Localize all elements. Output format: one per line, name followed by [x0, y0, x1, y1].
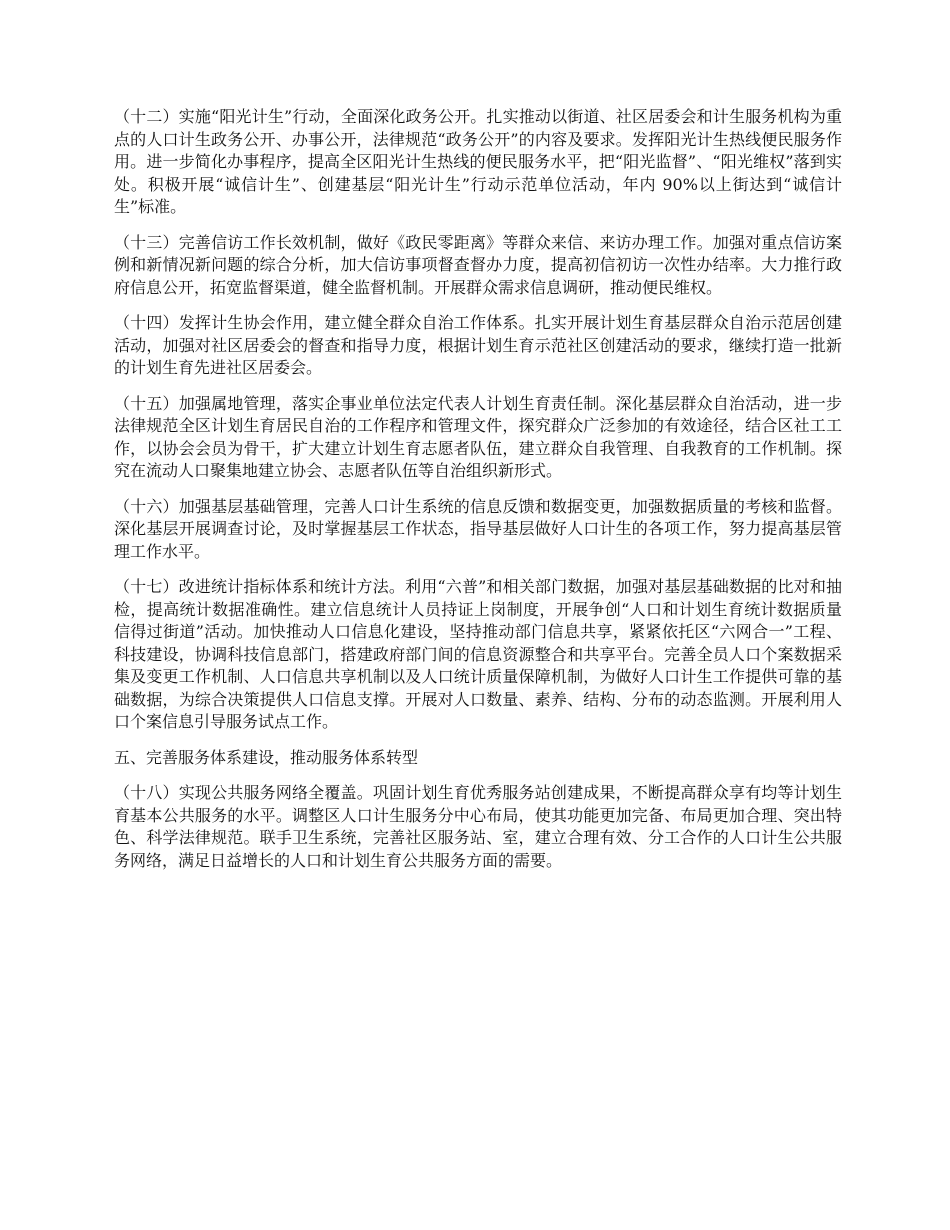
paragraph-17: （十七）改进统计指标体系和统计方法。利用“六普”和相关部门数据，加强对基层基础数据的比对和抽检，提高统计数据准确性。建立信息统计人员持证上岗制度，开展争创“人口和计划生育统计数据质量信得过街道”活动。加快推动人口信息化建设，坚持推动部门信息共享，紧紧依托区“六网合一”工程、科技建设，协调科技信息部门，搭建政府部门间的信息资源整合和共享平台。完善全员人口个案数据采集及变更工作机制、人口信息共享机制以及人口统计质量保障机制，为做好人口计生工作提供可靠的基础数据，为综合决策提供人口信息支撑。开展对人口数量、素养、结构、分布的动态监测。开展利用人口个案信息引导服务试点工作。: [114, 577, 842, 731]
paragraph-12: （十二）实施“阳光计生”行动，全面深化政务公开。扎实推动以街道、社区居委会和计生服务机构为重点的人口计生政务公开、办事公开，法律规范“政务公开”的内容及要求。发挥阳光计生热线便民服务作用。进一步简化办事程序，提高全区阳光计生热线的便民服务水平，把“阳光监督”、“阳光维权”落到实处。积极开展“诚信计生”、创建基层“阳光计生”行动示范单位活动，年内 90%以上街达到“诚信计生”标准。: [114, 107, 842, 216]
paragraph-13: （十三）完善信访工作长效机制，做好《政民零距离》等群众来信、来访办理工作。加强对重点信访案例和新情况新问题的综合分析，加大信访事项督查督办力度，提高初信初访一次性办结率。大力推行政府信息公开，拓宽监督渠道，健全监督机制。开展群众需求信息调研，推动便民维权。: [114, 232, 842, 297]
paragraph-16: （十六）加强基层基础管理，完善人口计生系统的信息反馈和数据变更，加强数据质量的考核和监督。深化基层开展调查讨论，及时掌握基层工作状态，指导基层做好人口计生的各项工作，努力提高基层管理工作水平。: [114, 496, 842, 561]
paragraph-18: （十八）实现公共服务网络全覆盖。巩固计划生育优秀服务站创建成果，不断提高群众享有均等计划生育基本公共服务的水平。调整区人口计生服务分中心布局，使其功能更加完备、布局更加合理、突出特色、科学法律规范。联手卫生系统，完善社区服务站、室，建立合理有效、分工合作的人口计生公共服务网络，满足日益增长的人口和计划生育公共服务方面的需要。: [114, 783, 842, 870]
paragraph-15: （十五）加强属地管理，落实企事业单位法定代表人计划生育责任制。深化基层群众自治活动，进一步法律规范全区计划生育居民自治的工作程序和管理文件，探究群众广泛参加的有效途径，结合区社工工作，以协会会员为骨干，扩大建立计划生育志愿者队伍，建立群众自我管理、自我教育的工作机制。探究在流动人口聚集地建立协会、志愿者队伍等自治组织新形式。: [114, 393, 842, 480]
paragraph-14: （十四）发挥计生协会作用，建立健全群众自治工作体系。扎实开展计划生育基层群众自治示范居创建活动，加强对社区居委会的督查和指导力度，根据计划生育示范社区创建活动的要求，继续打造一批新的计划生育先进社区居委会。: [114, 313, 842, 377]
section-heading: 五、完善服务体系建设，推动服务体系转型: [114, 747, 419, 767]
document-body: [114, 106, 842, 885]
